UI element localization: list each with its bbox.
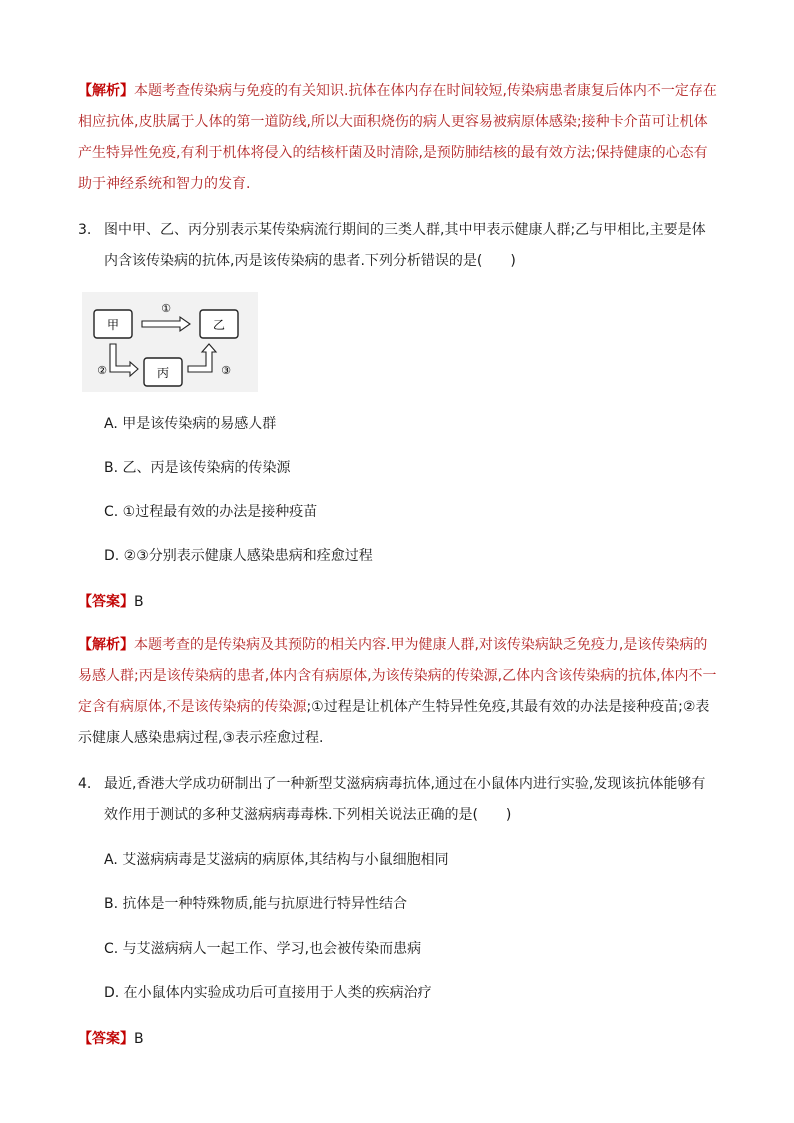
question-4-answer (78, 1024, 718, 1055)
question-4-option-c: C. 与艾滋病病人一起工作、学习,也会被传染而患病 (104, 941, 422, 957)
arrow-2-mark: ② (97, 364, 107, 377)
question-4-number: 4. (78, 776, 92, 792)
analysis-text: 本题考查传染病与免疫的有关知识.抗体在体内存在时间较短,传染病患者康复后体内不一定存在相应抗体,皮肤属于人体的第一道防线,所以大面积烧伤的病人更容易被病原体感染;接种卡介苗可让机体产生特异性免疫,有利于机体将侵入的结核杆菌及时清除,是预防肺结核的最有效方法;保持健康的心态有助于神经系统和智力的发育. (78, 83, 717, 192)
arrow-2-icon (110, 344, 138, 376)
question-4-option-a: A. 艾滋病病毒是艾滋病的病原体,其结构与小鼠细胞相同 (104, 852, 449, 868)
arrow-3-icon (188, 344, 216, 372)
question-3-stem: 图中甲、乙、丙分别表示某传染病流行期间的三类人群,其中甲表示健康人群;乙与甲相比,主要是体内含该传染病的抗体,丙是该传染病的患者.下列分析错误的是( ) (104, 222, 706, 269)
analysis-label: 【解析】 (78, 637, 134, 653)
box-bing-label: 丙 (156, 366, 170, 380)
question-4-stem: 最近,香港大学成功研制出了一种新型艾滋病病毒抗体,通过在小鼠体内进行实验,发现该抗体能够有效作用于测试的多种艾滋病病毒毒株.下列相关说法正确的是( ) (104, 776, 706, 823)
arrow-1-mark: ① (161, 302, 171, 315)
analysis-text-black: ;①过程是让机体产生特异性免疫,其最有效的办法是接种疫苗;②表示健康人感染患病过程,③表示痊愈过程. (78, 699, 710, 746)
answer-label: 【答案】 (78, 1031, 134, 1047)
question-3-analysis (78, 630, 718, 754)
question-3-option-c: C. ①过程最有效的办法是接种疫苗 (104, 504, 318, 520)
answer-value: B (134, 1031, 144, 1047)
question-3-option-b: B. 乙、丙是该传染病的传染源 (104, 460, 291, 476)
question-3-number: 3. (78, 222, 92, 238)
box-yi-label: 乙 (212, 318, 226, 332)
question-4-option-b: B. 抗体是一种特殊物质,能与抗原进行特异性结合 (104, 896, 407, 912)
answer-value: B (134, 594, 144, 610)
box-jia-label: 甲 (106, 318, 120, 332)
arrow-1-icon (142, 317, 190, 331)
question-3-answer (78, 587, 718, 618)
question-4-option-d: D. 在小鼠体内实验成功后可直接用于人类的疾病治疗 (104, 985, 432, 1001)
analysis-label: 【解析】 (78, 83, 134, 99)
question-3-option-d: D. ②③分别表示健康人感染患病和痊愈过程 (104, 548, 373, 564)
arrow-3-mark: ③ (221, 364, 231, 377)
question-3-diagram (82, 292, 258, 392)
answer-label: 【答案】 (78, 594, 134, 610)
analysis-paragraph-1 (78, 76, 718, 200)
analysis-text-red: 本题考查的是传染病及其预防的相关内容.甲为健康人群,对该传染病缺乏免疫力,是该传染病的易感人群;丙是该传染病的患者,体内含有病原体,为该传染病的传染源,乙体内含该传染病的抗体,体内不一定含有病原体,不是该传染病的传染源 (78, 637, 717, 715)
question-3-option-a: A. 甲是该传染病的易感人群 (104, 416, 277, 432)
flow-diagram-svg (82, 292, 258, 392)
